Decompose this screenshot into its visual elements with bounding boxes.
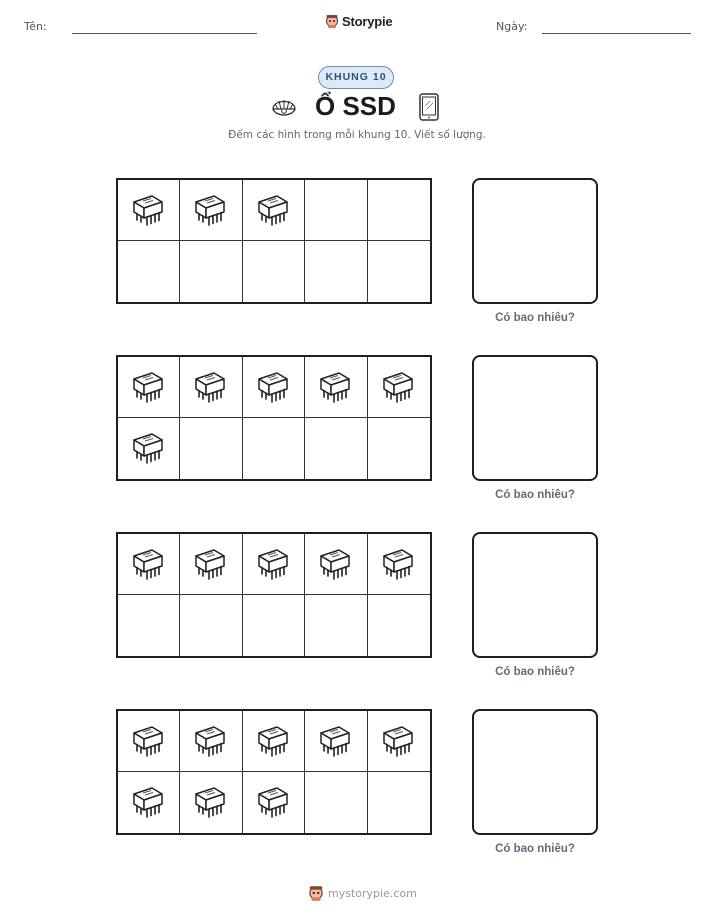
date-line[interactable]: [542, 33, 691, 34]
chip-icon: [255, 369, 291, 407]
ten-frame-cell: [118, 772, 180, 833]
brand-name: Storypie: [342, 13, 393, 29]
how-many-label: Có bao nhiêu?: [495, 489, 575, 501]
chip-icon: [255, 723, 291, 761]
title-row: [268, 90, 444, 122]
chip-icon: [130, 430, 166, 468]
ten-frame-cell: [243, 418, 305, 479]
ten-frame-cell: [180, 180, 242, 241]
answer-box-1[interactable]: [472, 178, 598, 304]
ten-frame-cell: [368, 418, 430, 479]
chip-icon: [255, 784, 291, 822]
page-title: Ổ SSD: [315, 91, 396, 121]
ten-frame-cell: [305, 418, 367, 479]
answer-box-2[interactable]: [472, 355, 598, 481]
answer-box-3[interactable]: [472, 532, 598, 658]
brand-logo: [325, 13, 392, 29]
ten-frame-cell: [305, 357, 367, 418]
ten-frame-cell: [243, 180, 305, 241]
chip-icon: [317, 546, 353, 584]
chip-icon: [255, 546, 291, 584]
frame-badge: KHUNG 10: [318, 66, 394, 89]
ten-frame-cell: [180, 534, 242, 595]
chip-icon: [192, 546, 228, 584]
chip-icon: [317, 723, 353, 761]
ten-frame-cell: [305, 534, 367, 595]
ten-frame-cell: [305, 711, 367, 772]
ten-frame-cell: [243, 534, 305, 595]
footer-url[interactable]: mystorypie.com: [328, 886, 417, 900]
name-line[interactable]: [72, 33, 257, 34]
ten-frame-cell: [180, 711, 242, 772]
ten-frame-cell: [368, 595, 430, 656]
ten-frame-cell: [118, 534, 180, 595]
mascot-icon: [308, 884, 324, 902]
answer-box-4[interactable]: [472, 709, 598, 835]
ten-frame-cell: [180, 772, 242, 833]
ten-frame-cell: [305, 772, 367, 833]
ten-frame-cell: [118, 418, 180, 479]
ten-frame-cell: [368, 534, 430, 595]
chip-icon: [130, 192, 166, 230]
ten-frame-cell: [243, 357, 305, 418]
footer: [308, 884, 417, 902]
chip-icon: [192, 784, 228, 822]
chip-icon: [130, 369, 166, 407]
ten-frame-cell: [118, 241, 180, 302]
ten-frame-cell: [118, 711, 180, 772]
chip-icon: [380, 723, 416, 761]
ten-frame-1: [116, 178, 432, 304]
chip-icon: [380, 369, 416, 407]
ten-frame-cell: [118, 357, 180, 418]
chip-icon: [380, 546, 416, 584]
ten-frame-cell: [305, 241, 367, 302]
ten-frame-cell: [243, 711, 305, 772]
ten-frame-cell: [368, 241, 430, 302]
how-many-label: Có bao nhiêu?: [495, 843, 575, 855]
ten-frame-cell: [243, 772, 305, 833]
ten-frame-2: [116, 355, 432, 481]
ten-frame-cell: [118, 595, 180, 656]
instructions: Đếm các hình trong mỗi khung 10. Viết số lượng.: [228, 129, 486, 141]
how-many-label: Có bao nhiêu?: [495, 312, 575, 324]
chip-icon: [130, 546, 166, 584]
ten-frame-cell: [305, 180, 367, 241]
clam-shell-icon: [270, 93, 298, 119]
date-label: Ngày:: [496, 20, 528, 33]
chip-icon: [317, 369, 353, 407]
chip-icon: [255, 192, 291, 230]
ten-frame-3: [116, 532, 432, 658]
ten-frame-cell: [368, 711, 430, 772]
ten-frame-cell: [243, 241, 305, 302]
mascot-icon: [325, 13, 339, 29]
ten-frame-cell: [180, 418, 242, 479]
ten-frame-cell: [305, 595, 367, 656]
chip-icon: [130, 723, 166, 761]
ten-frame-cell: [180, 595, 242, 656]
ten-frame-cell: [180, 241, 242, 302]
ten-frame-cell: [118, 180, 180, 241]
ten-frame-cell: [180, 357, 242, 418]
tablet-icon: [418, 93, 440, 121]
ten-frame-cell: [368, 772, 430, 833]
ten-frame-cell: [368, 180, 430, 241]
ten-frame-cell: [368, 357, 430, 418]
name-label: Tên:: [24, 20, 47, 33]
chip-icon: [130, 784, 166, 822]
chip-icon: [192, 723, 228, 761]
chip-icon: [192, 192, 228, 230]
how-many-label: Có bao nhiêu?: [495, 666, 575, 678]
chip-icon: [192, 369, 228, 407]
ten-frame-cell: [243, 595, 305, 656]
ten-frame-4: [116, 709, 432, 835]
